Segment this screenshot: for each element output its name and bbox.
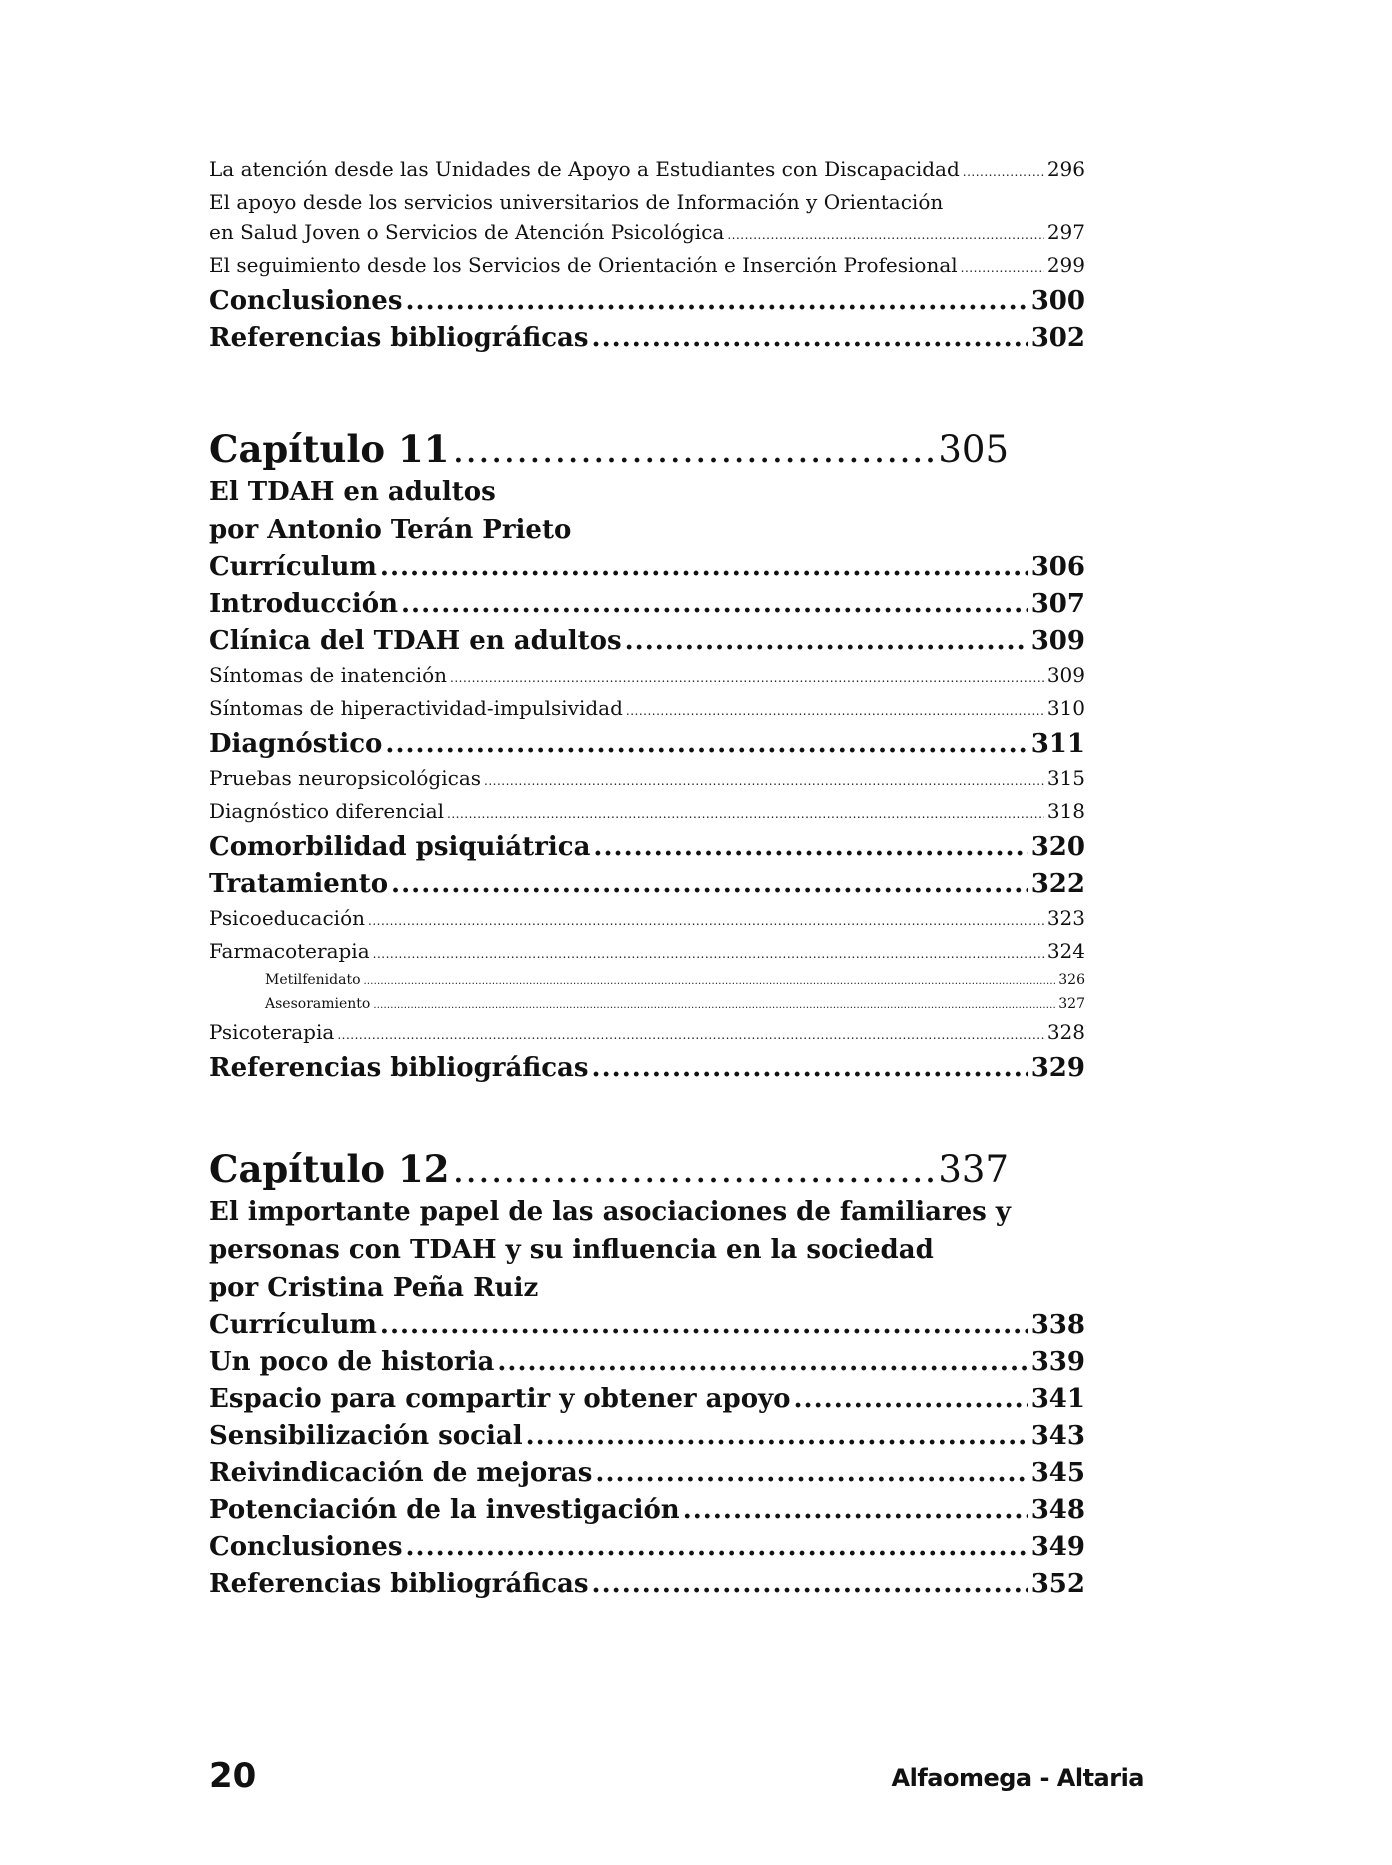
toc-entry-title: Pruebas neuropsicológicas xyxy=(209,766,482,790)
toc-top-section xyxy=(209,154,1085,357)
dot-leader xyxy=(380,549,1028,586)
toc-entry-title: Clínica del TDAH en adultos xyxy=(209,626,622,656)
chapter-author: por Antonio Terán Prieto xyxy=(209,515,572,545)
toc-entry-page: 341 xyxy=(1030,1384,1085,1414)
toc-entry[interactable] xyxy=(209,726,1085,763)
toc-entry-page: 348 xyxy=(1030,1495,1085,1525)
dot-leader xyxy=(625,623,1028,660)
dot-leader xyxy=(373,939,1044,969)
toc-entry[interactable] xyxy=(209,320,1085,357)
chapter-heading[interactable] xyxy=(209,426,1009,473)
toc-entry-title: Referencias bibliográficas xyxy=(209,1053,589,1083)
dot-leader xyxy=(406,1529,1028,1566)
toc-entry-page: 310 xyxy=(1046,696,1085,720)
dot-leader xyxy=(961,253,1044,283)
toc-entry[interactable] xyxy=(209,549,1085,586)
toc-entry-title: Tratamiento xyxy=(209,869,389,899)
toc-entry[interactable] xyxy=(209,1492,1085,1529)
toc-entry[interactable] xyxy=(209,1566,1085,1603)
toc-entry[interactable] xyxy=(209,1017,1085,1050)
toc-entry[interactable] xyxy=(209,586,1085,623)
toc-entry-page: 339 xyxy=(1030,1347,1085,1377)
toc-entry[interactable] xyxy=(209,1418,1085,1455)
toc-entry-title: Referencias bibliográficas xyxy=(209,1569,589,1599)
toc-entry-page: 309 xyxy=(1046,663,1085,687)
toc-entry-title: Currículum xyxy=(209,552,377,582)
dot-leader xyxy=(595,1455,1027,1492)
toc-entry-page: 309 xyxy=(1030,626,1085,656)
toc-entry[interactable] xyxy=(209,217,1085,250)
toc-entry-page: 329 xyxy=(1030,1053,1085,1083)
dot-leader xyxy=(794,1381,1028,1418)
toc-entry[interactable] xyxy=(209,866,1085,903)
toc-entry[interactable] xyxy=(209,1050,1085,1087)
toc-entry-title: Conclusiones xyxy=(209,1532,403,1562)
toc-entry-title: Conclusiones xyxy=(209,286,403,316)
toc-entry-page: 328 xyxy=(1046,1020,1085,1044)
chapter-title: Capítulo 11 xyxy=(209,427,450,471)
toc-entry-page: 324 xyxy=(1046,939,1085,963)
toc-entry[interactable] xyxy=(209,993,1085,1017)
toc-entry-page: 302 xyxy=(1030,323,1085,353)
dot-leader xyxy=(385,726,1027,763)
dot-leader xyxy=(497,1344,1027,1381)
toc-entry-title: Referencias bibliográficas xyxy=(209,323,589,353)
dot-leader xyxy=(337,1020,1044,1050)
dot-leader xyxy=(593,829,1027,866)
toc-entry-title: Introducción xyxy=(209,589,398,619)
chapter-page: 305 xyxy=(938,428,1009,471)
toc-entry[interactable] xyxy=(209,154,1085,187)
chapter-subtitle: El importante papel de las asociaciones de familiares y xyxy=(209,1197,1011,1227)
toc-entry-title: Psicoterapia xyxy=(209,1020,335,1044)
toc-entry-title: Currículum xyxy=(209,1310,377,1340)
toc-entry-page: 338 xyxy=(1030,1310,1085,1340)
dot-leader xyxy=(683,1492,1028,1529)
dot-leader xyxy=(406,283,1028,320)
toc-entry-title: Diagnóstico diferencial xyxy=(209,799,445,823)
toc-entry-title: Un poco de historia xyxy=(209,1347,495,1377)
toc-entry-title: El seguimiento desde los Servicios de Orientación e Inserción Profesional xyxy=(209,253,958,277)
chapter-subtitle: personas con TDAH y su influencia en la sociedad xyxy=(209,1235,934,1265)
toc-entry-page: 343 xyxy=(1030,1421,1085,1451)
toc-entry-page: 300 xyxy=(1030,286,1085,316)
dot-leader xyxy=(452,427,935,473)
toc-entry[interactable] xyxy=(209,903,1085,936)
toc-entry-title: Farmacoterapia xyxy=(209,939,370,963)
publisher-name: Alfaomega - Altaria xyxy=(891,1764,1144,1792)
chapter-subtitle: El TDAH en adultos xyxy=(209,477,496,507)
toc-entry[interactable] xyxy=(209,829,1085,866)
dot-leader xyxy=(626,696,1044,726)
toc-entry-title: La atención desde las Unidades de Apoyo a Estudiantes con Discapacidad xyxy=(209,157,960,181)
toc-entry-page: 320 xyxy=(1030,832,1085,862)
toc-entry-title: Reivindicación de mejoras xyxy=(209,1458,593,1488)
toc-entry[interactable] xyxy=(209,936,1085,969)
dot-leader xyxy=(368,906,1044,936)
toc-entry[interactable] xyxy=(209,283,1085,320)
toc-entry[interactable] xyxy=(209,1381,1085,1418)
toc-entry[interactable] xyxy=(209,1344,1085,1381)
toc-entry-title: Espacio para compartir y obtener apoyo xyxy=(209,1384,791,1414)
dot-leader xyxy=(452,1147,935,1193)
toc-entry-page: 306 xyxy=(1030,552,1085,582)
toc-entry-page: 297 xyxy=(1046,220,1085,244)
dot-leader xyxy=(963,157,1044,187)
dot-leader xyxy=(484,766,1044,796)
toc-entry-title: Síntomas de hiperactividad-impulsividad xyxy=(209,696,623,720)
chapter-heading[interactable] xyxy=(209,1146,1009,1193)
toc-entry-page: 345 xyxy=(1030,1458,1085,1488)
toc-entry-page: 326 xyxy=(1058,972,1085,988)
dot-leader xyxy=(450,663,1044,693)
toc-chapter-11 xyxy=(209,426,1085,1087)
toc-entry-page: 315 xyxy=(1046,766,1085,790)
toc-entry-line: El apoyo desde los servicios universitarios de Información y Orientación xyxy=(209,190,944,214)
toc-entry-title: Sensibilización social xyxy=(209,1421,523,1451)
dot-leader xyxy=(592,1566,1028,1603)
dot-leader xyxy=(727,220,1043,250)
toc-entry-page: 311 xyxy=(1030,729,1085,759)
toc-entry-page: 296 xyxy=(1046,157,1085,181)
toc-entry[interactable] xyxy=(209,796,1085,829)
toc-chapter-12 xyxy=(209,1146,1085,1603)
dot-leader xyxy=(380,1307,1028,1344)
dot-leader xyxy=(391,866,1028,903)
toc-entry-page: 318 xyxy=(1046,799,1085,823)
dot-leader xyxy=(526,1418,1028,1455)
dot-leader xyxy=(364,971,1056,993)
toc-entry-title: Psicoeducación xyxy=(209,906,365,930)
toc-entry-title: Síntomas de inatención xyxy=(209,663,448,687)
toc-entry[interactable] xyxy=(209,693,1085,726)
toc-entry-title: Diagnóstico xyxy=(209,729,383,759)
toc-entry[interactable] xyxy=(209,1307,1085,1344)
toc-entry[interactable] xyxy=(209,1455,1085,1492)
toc-entry-title: en Salud Joven o Servicios de Atención Psicológica xyxy=(209,220,725,244)
toc-entry-title: Potenciación de la investigación xyxy=(209,1495,680,1525)
dot-leader xyxy=(592,320,1028,357)
toc-entry[interactable] xyxy=(209,623,1085,660)
chapter-author: por Cristina Peña Ruiz xyxy=(209,1273,539,1303)
dot-leader xyxy=(373,995,1055,1017)
toc-entry[interactable] xyxy=(209,660,1085,693)
toc-entry-page: 327 xyxy=(1058,996,1085,1012)
toc-entry-title: Metilfenidato xyxy=(265,972,361,988)
toc-entry[interactable] xyxy=(209,763,1085,796)
toc-entry[interactable] xyxy=(209,969,1085,993)
dot-leader xyxy=(592,1050,1028,1087)
toc-entry-title: Comorbilidad psiquiátrica xyxy=(209,832,591,862)
toc-entry[interactable] xyxy=(209,250,1085,283)
dot-leader xyxy=(447,799,1044,829)
page-number: 20 xyxy=(209,1756,257,1796)
dot-leader xyxy=(401,586,1028,623)
toc-entry-title: Asesoramiento xyxy=(265,996,371,1012)
toc-entry-page: 323 xyxy=(1046,906,1085,930)
toc-entry-page: 299 xyxy=(1046,253,1085,277)
toc-entry[interactable] xyxy=(209,1529,1085,1566)
chapter-title: Capítulo 12 xyxy=(209,1147,450,1191)
toc-entry-page: 352 xyxy=(1030,1569,1085,1599)
toc-entry-page: 349 xyxy=(1030,1532,1085,1562)
toc-entry-page: 322 xyxy=(1030,869,1085,899)
chapter-page: 337 xyxy=(938,1148,1009,1191)
toc-entry-page: 307 xyxy=(1030,589,1085,619)
